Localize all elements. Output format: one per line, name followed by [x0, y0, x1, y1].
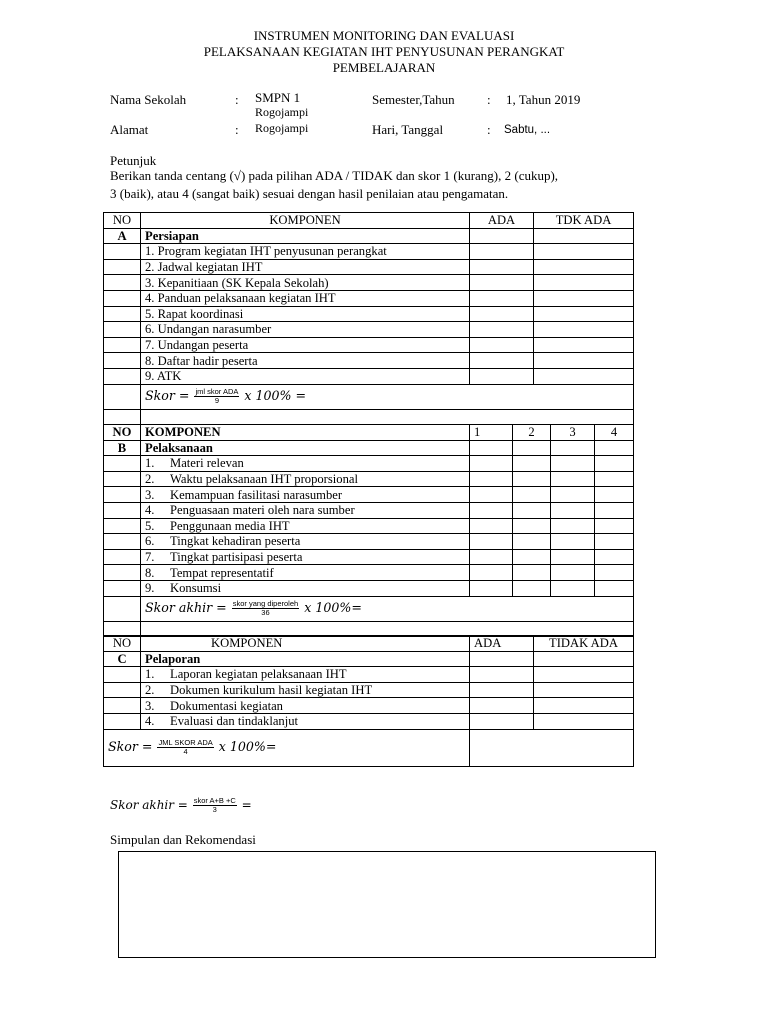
item-label: 5. Rapat koordinasi	[141, 306, 470, 322]
item-label: 8. Tempat representatif	[141, 565, 470, 581]
skor-formula-b	[141, 596, 634, 621]
ada-cell[interactable]	[470, 290, 534, 306]
ada-cell[interactable]	[470, 667, 534, 683]
item-label: 3. Dokumentasi kegiatan	[141, 698, 470, 714]
nama-sekolah-colon: :	[235, 92, 239, 107]
item-label: 5. Penggunaan media IHT	[141, 518, 470, 534]
score-cell[interactable]	[551, 487, 595, 503]
score-cell[interactable]	[513, 565, 551, 581]
table-row	[104, 698, 634, 714]
table-row	[104, 353, 634, 369]
table-row	[104, 368, 634, 384]
table-row	[104, 534, 634, 550]
table-row	[104, 518, 634, 534]
header-score-2: 2	[513, 425, 551, 441]
tdk-ada-cell[interactable]	[534, 259, 634, 275]
score-cell[interactable]	[551, 456, 595, 472]
score-cell[interactable]	[470, 580, 513, 596]
header-komponen: KOMPONEN	[141, 636, 470, 652]
table-row	[104, 667, 634, 683]
item-label: 7. Undangan peserta	[141, 337, 470, 353]
semester-colon: :	[487, 92, 491, 107]
item-label: 6. Undangan narasumber	[141, 322, 470, 338]
header-tdk-ada: TDK ADA	[534, 213, 634, 229]
tidak-ada-cell[interactable]	[534, 713, 634, 729]
section-name: Pelaporan	[141, 651, 470, 667]
nama-sekolah-value-1: SMPN 1	[255, 90, 301, 105]
skor-formula-a	[141, 384, 634, 409]
formula-numerator: skor yang diperoleh	[232, 599, 299, 609]
item-label: 9. Konsumsi	[141, 580, 470, 596]
section-name: Persiapan	[141, 228, 470, 244]
item-label: 4. Penguasaan materi oleh nara sumber	[141, 502, 470, 518]
score-cell[interactable]	[470, 456, 513, 472]
tdk-ada-cell[interactable]	[534, 353, 634, 369]
formula-row	[104, 596, 634, 621]
table-row	[104, 306, 634, 322]
tdk-ada-cell[interactable]	[534, 228, 634, 244]
header-ada: ADA	[470, 213, 534, 229]
score-cell[interactable]	[513, 456, 551, 472]
score-cell[interactable]	[595, 487, 634, 503]
skor-c-result-cell[interactable]	[470, 729, 634, 766]
formula-right: x 100%=	[304, 600, 362, 616]
table-row	[104, 322, 634, 338]
formula-right: x 100% =	[244, 388, 307, 404]
section-name: Pelaksanaan	[141, 440, 470, 456]
ada-cell[interactable]	[470, 337, 534, 353]
doc-title-line3: PEMBELAJARAN	[332, 60, 436, 75]
table-row	[104, 290, 634, 306]
item-label: 1. Program kegiatan IHT penyusunan perangkat	[141, 244, 470, 260]
table-row	[104, 456, 634, 472]
header-no: NO	[104, 425, 141, 441]
formula-left: Skor =	[108, 739, 153, 755]
ada-cell[interactable]	[470, 259, 534, 275]
item-label: 7. Tingkat partisipasi peserta	[141, 549, 470, 565]
score-cell[interactable]	[470, 502, 513, 518]
score-cell[interactable]	[513, 471, 551, 487]
simpulan-box[interactable]	[118, 851, 656, 958]
score-cell[interactable]	[470, 471, 513, 487]
score-cell[interactable]	[513, 580, 551, 596]
tidak-ada-cell[interactable]	[534, 682, 634, 698]
ada-cell[interactable]	[470, 322, 534, 338]
table-pelaporan	[103, 635, 634, 767]
table-header-row	[104, 425, 634, 441]
score-cell[interactable]	[551, 502, 595, 518]
score-cell[interactable]	[595, 440, 634, 456]
header-komponen: KOMPONEN	[141, 425, 470, 441]
item-label: 1. Laporan kegiatan pelaksanaan IHT	[141, 667, 470, 683]
formula-denominator: 4	[183, 747, 188, 757]
tdk-ada-cell[interactable]	[534, 290, 634, 306]
semester-label: Semester,Tahun	[372, 92, 455, 107]
score-cell[interactable]	[551, 580, 595, 596]
formula-numerator: JML SKOR ADA	[158, 738, 213, 748]
score-cell[interactable]	[470, 440, 513, 456]
tdk-ada-cell[interactable]	[534, 337, 634, 353]
formula-right: =	[241, 798, 252, 812]
header-tidak-ada: TIDAK ADA	[534, 636, 634, 652]
score-cell[interactable]	[551, 565, 595, 581]
formula-row	[104, 729, 634, 766]
tdk-ada-cell[interactable]	[534, 322, 634, 338]
table-row	[104, 682, 634, 698]
table-row	[104, 502, 634, 518]
item-label: 9. ATK	[141, 368, 470, 384]
header-no: NO	[104, 213, 141, 229]
item-label: 1. Materi relevan	[141, 456, 470, 472]
table-row	[104, 580, 634, 596]
score-cell[interactable]	[551, 471, 595, 487]
formula-numerator: jml skor ADA	[195, 387, 239, 397]
petunjuk-line1: Berikan tanda centang (√) pada pilihan ADA / TIDAK dan skor 1 (kurang), 2 (cukup),	[110, 168, 559, 183]
formula-fraction	[157, 739, 213, 756]
item-label: 6. Tingkat kehadiran peserta	[141, 534, 470, 550]
table-header-row	[104, 636, 634, 652]
doc-title-line1: INSTRUMEN MONITORING DAN EVALUASI	[253, 28, 515, 43]
score-cell[interactable]	[551, 549, 595, 565]
section-letter: A	[104, 228, 141, 244]
score-cell[interactable]	[513, 502, 551, 518]
score-cell[interactable]	[513, 440, 551, 456]
ada-cell[interactable]	[470, 244, 534, 260]
score-cell[interactable]	[470, 487, 513, 503]
score-cell[interactable]	[551, 518, 595, 534]
score-cell[interactable]	[513, 549, 551, 565]
score-cell[interactable]	[595, 518, 634, 534]
tdk-ada-cell[interactable]	[534, 244, 634, 260]
item-label: 4. Evaluasi dan tindaklanjut	[141, 713, 470, 729]
ada-cell[interactable]	[470, 306, 534, 322]
score-cell[interactable]	[470, 549, 513, 565]
hari-value: Sabtu, ...	[504, 124, 551, 136]
formula-denominator: 36	[261, 608, 270, 618]
header-score-1: 1	[470, 425, 513, 441]
score-cell[interactable]	[470, 518, 513, 534]
section-letter: B	[104, 440, 141, 456]
nama-sekolah-label: Nama Sekolah	[110, 92, 187, 107]
header-score-3: 3	[551, 425, 595, 441]
tdk-ada-cell[interactable]	[534, 306, 634, 322]
tdk-ada-cell[interactable]	[534, 368, 634, 384]
table-row	[104, 565, 634, 581]
score-cell[interactable]	[595, 565, 634, 581]
tdk-ada-cell[interactable]	[534, 275, 634, 291]
tidak-ada-cell[interactable]	[534, 667, 634, 683]
simpulan-heading: Simpulan dan Rekomendasi	[110, 832, 256, 847]
ada-cell[interactable]	[470, 228, 534, 244]
section-row	[104, 440, 634, 456]
alamat-colon: :	[235, 122, 239, 137]
score-cell[interactable]	[595, 471, 634, 487]
ada-cell[interactable]	[470, 275, 534, 291]
table-pelaksanaan	[103, 424, 634, 637]
score-cell[interactable]	[551, 534, 595, 550]
score-cell[interactable]	[595, 549, 634, 565]
section-row	[104, 651, 634, 667]
score-cell[interactable]	[595, 580, 634, 596]
score-cell[interactable]	[595, 456, 634, 472]
ada-cell[interactable]	[470, 353, 534, 369]
formula-left: Skor =	[145, 388, 190, 404]
score-cell[interactable]	[513, 534, 551, 550]
formula-right: x 100%=	[218, 739, 277, 755]
ada-cell[interactable]	[470, 368, 534, 384]
item-label: 3. Kemampuan fasilitasi narasumber	[141, 487, 470, 503]
score-cell[interactable]	[595, 502, 634, 518]
petunjuk-heading: Petunjuk	[110, 153, 157, 168]
item-label: 2. Jadwal kegiatan IHT	[141, 259, 470, 275]
table-header-row	[104, 213, 634, 229]
table-row	[104, 713, 634, 729]
header-komponen: KOMPONEN	[141, 213, 470, 229]
item-label: 2. Waktu pelaksanaan IHT proporsional	[141, 471, 470, 487]
hari-colon: :	[487, 122, 491, 137]
item-label: 2. Dokumen kurikulum hasil kegiatan IHT	[141, 682, 470, 698]
table-persiapan	[103, 212, 634, 425]
ada-cell[interactable]	[470, 713, 534, 729]
skor-akhir-formula	[110, 797, 252, 814]
item-label: 8. Daftar hadir peserta	[141, 353, 470, 369]
table-row	[104, 487, 634, 503]
section-row	[104, 228, 634, 244]
formula-numerator: skor A+B +C	[193, 796, 236, 805]
alamat-value: Rogojampi	[255, 121, 309, 135]
header-ada: ADA	[470, 636, 534, 652]
score-cell[interactable]	[470, 565, 513, 581]
table-row	[104, 471, 634, 487]
item-label: 3. Kepanitiaan (SK Kepala Sekolah)	[141, 275, 470, 291]
score-cell[interactable]	[470, 534, 513, 550]
alamat-label: Alamat	[110, 122, 149, 137]
formula-row	[104, 384, 634, 409]
doc-title-line2: PELAKSANAAN KEGIATAN IHT PENYUSUNAN PERANGKAT	[203, 44, 565, 59]
formula-denominator: 3	[212, 805, 217, 814]
formula-left: Skor akhir =	[110, 798, 188, 812]
score-cell[interactable]	[513, 487, 551, 503]
semester-value: 1, Tahun 2019	[506, 92, 581, 107]
ada-cell[interactable]	[470, 682, 534, 698]
formula-denominator: 9	[214, 396, 219, 406]
ada-cell[interactable]	[470, 698, 534, 714]
hari-label: Hari, Tanggal	[372, 122, 444, 137]
skor-formula-c	[104, 729, 470, 766]
table-row	[104, 275, 634, 291]
header-no: NO	[104, 636, 141, 652]
item-label: 4. Panduan pelaksanaan kegiatan IHT	[141, 290, 470, 306]
score-cell[interactable]	[513, 518, 551, 534]
formula-fraction	[194, 388, 239, 405]
tidak-ada-cell[interactable]	[534, 651, 634, 667]
formula-left: Skor akhir =	[145, 600, 227, 616]
spacer-row	[104, 409, 634, 425]
petunjuk-line2: 3 (baik), atau 4 (sangat baik) sesuai dengan hasil penilaian atau pengamatan.	[110, 186, 509, 201]
section-letter: C	[104, 651, 141, 667]
tidak-ada-cell[interactable]	[534, 698, 634, 714]
score-cell[interactable]	[595, 534, 634, 550]
formula-fraction	[193, 797, 237, 814]
nama-sekolah-value-2: Rogojampi	[255, 105, 309, 119]
score-cell[interactable]	[551, 440, 595, 456]
header-score-4: 4	[595, 425, 634, 441]
ada-cell[interactable]	[470, 651, 534, 667]
formula-fraction	[232, 600, 299, 617]
table-row	[104, 337, 634, 353]
table-row	[104, 244, 634, 260]
table-row	[104, 549, 634, 565]
table-row	[104, 259, 634, 275]
